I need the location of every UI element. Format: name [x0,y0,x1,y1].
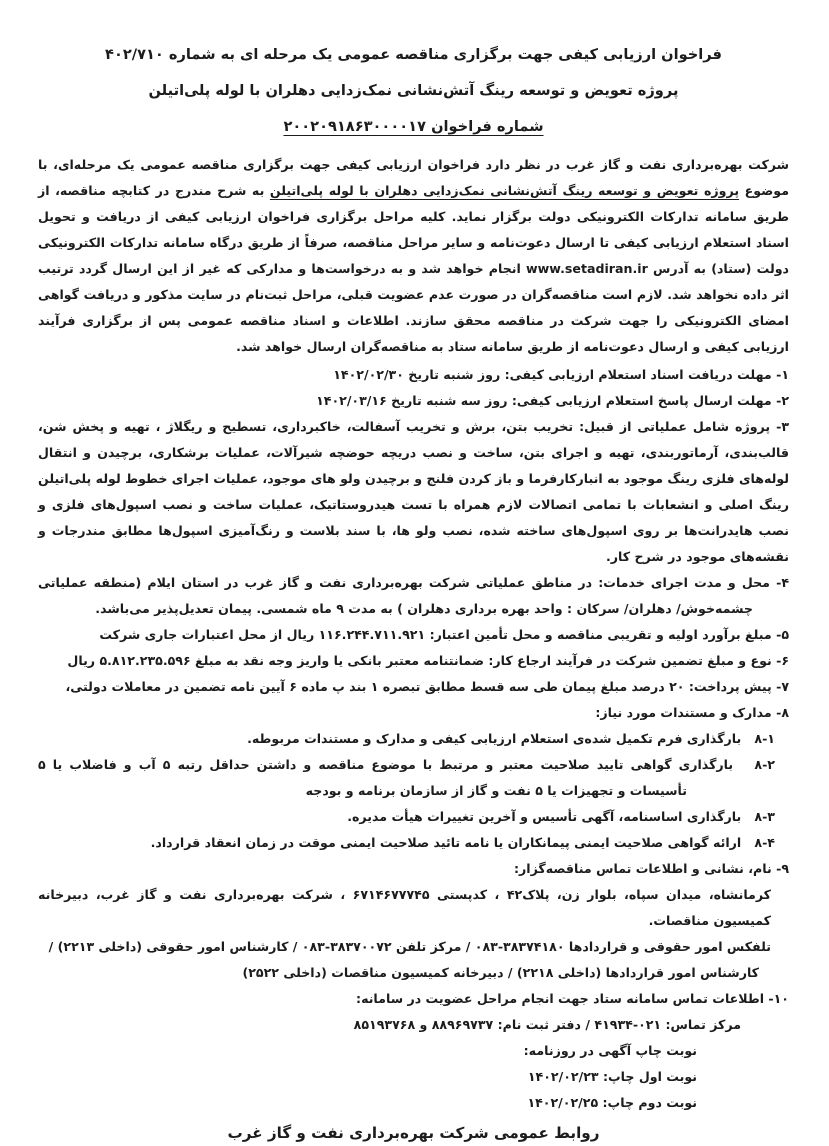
newspaper-print-header: نوبت چاپ آگهی در روزنامه: [523,1043,697,1058]
clause-10-setad-contact-header: ۱۰- اطلاعات تماس سامانه ستاد جهت انجام مراحل عضویت در سامانه: [356,991,789,1006]
doc-title-reference-number: شماره فراخوان ۲۰۰۲۰۹۱۸۶۳۰۰۰۰۱۷ [283,118,544,135]
clause-8-required-documents-header: ۸- مدارک و مستندات مورد نیاز: [595,705,789,720]
doc-title-project-name: پروژه تعویض و توسعه رینگ آتش‌نشانی نمک‌زدایی دهلران با لوله پلی‌اتیلن [148,82,679,99]
clause-8-3-articles-of-association: ۸-۳ بارگذاری اساسنامه، آگهی تأسیس و آخرین تغییرات هیأت مدیره. [347,809,775,824]
clause-6-guarantee-amount: ۶- نوع و مبلغ تضمین شرکت در فرآیند ارجاع کار: ضمانتنامه معتبر بانکی یا واریز وجه نقد به مبلغ ۵.۸۱۲.۲۳۵.۵۹۶ ریال [67,653,789,668]
doc-title-call-number: فراخوان ارزیابی کیفی جهت برگزاری مناقصه عمومی یک مرحله ای به شماره ۴۰۲/۷۱۰ [105,46,722,63]
intro-paragraph [38,152,789,360]
intro-project-name-underlined: پروژه تعویض و توسعه رینگ آتش‌نشانی نمک‌زدایی دهلران با لوله پلی‌اتیلن [269,183,740,198]
clause-8-2-competency-certificate: ۸-۲ بارگذاری گواهی تایید صلاحیت معتبر و مرتبط با موضوع مناقصه و داشتن حداقل رتبه ۵ آب و فاضلاب یا ۵ تأسیسات و تجهیزات یا ۵ نفت و گاز از سازمان برنامه و بودجه [38,757,775,798]
clause-2-response-deadline: ۲- مهلت ارسال پاسخ استعلام ارزیابی کیفی: روز سه شنبه تاریخ ۱۴۰۲/۰۳/۱۶ [316,393,789,408]
intro-text-end: به شرح مندرج در کتابچه مناقصه، از طریق سامانه تدارکات الکترونیکی دولت برگزار نماید. کلیه مراحل برگزاری فراخوان ارزیابی کیفی از دریافت و تحویل اسناد استعلام ارزیابی کیفی تا ارسال دعوت‌نامه و سایر مراحل مناقصه، صرفاً از طریق درگاه سامانه تدارکات الکترونیکی دولت (ستاد) به آدرس www.setadiran.ir انجام خواهد شد و به درخواست‌ها و مدارکی که غیر از این ارسال گردد ترتیب اثر داده نخواهد شد. لازم است مناقصه‌گران در صورت عدم عضویت قبلی، مراحل ثبت‌نام در سایت مذکور و دریافت گواهی امضای الکترونیکی را جهت شرکت در مناقصه محقق سازند. اطلاعات و اسناد مناقصه عمومی پس از برگزاری فرآیند ارزیابی کیفی و ارسال دعوت‌نامه از طریق سامانه ستاد به مناقصه‌گران ارسال خواهد شد. [38,183,789,354]
clause-4-location-duration: ۴- محل و مدت اجرای خدمات: در مناطق عملیاتی شرکت بهره‌برداری نفت و گاز غرب در استان ایلام (منطقه عملیاتی چشمه‌خوش/ دهلران/ سرکان : واحد بهره برداری دهلران ) به مدت ۹ ماه شمسی. پیمان تعدیل‌پذیر می‌باشد. [38,575,789,616]
intro-text-start: شرکت بهره‌برداری نفت و گاز غرب در نظر دارد فراخوان ارزیابی کیفی جهت برگزاری مناقصه عمومی یک مرحله‌ای، با موضوع [38,157,789,198]
clause-8-1-qualification-form: ۸-۱ بارگذاری فرم تکمیل شده‌ی استعلام ارزیابی کیفی و مدارک و مستندات مربوطه. [247,731,775,746]
clause-9-extension-numbers: کارشناس امور قراردادها (داخلی ۲۲۱۸) / دبیرخانه کمیسیون مناقصات (داخلی ۲۵۲۲) [242,965,759,980]
second-print-date: نوبت دوم چاپ: ۱۴۰۲/۰۲/۲۵ [527,1095,697,1110]
clause-10-call-center-numbers: مرکز تماس: ۰۲۱-۴۱۹۳۴ / دفتر ثبت نام: ۸۸۹۶۹۷۳۷ و ۸۵۱۹۳۷۶۸ [353,1017,741,1032]
clause-9-contact-info-header: ۹- نام، نشانی و اطلاعات تماس مناقصه‌گزار: [514,861,789,876]
first-print-date: نوبت اول چاپ: ۱۴۰۲/۰۲/۲۳ [527,1069,697,1084]
clause-7-advance-payment: ۷- پیش پرداخت: ۲۰ درصد مبلغ پیمان طی سه قسط مطابق تبصره ۱ بند پ ماده ۶ آیین نامه تضمین در معاملات دولتی، [65,679,789,694]
clause-9-postal-address: کرمانشاه، میدان سپاه، بلوار زن، پلاک۴۲ ، کدپستی ۶۷۱۴۶۷۷۷۴۵ ، شرکت بهره‌برداری نفت و گاز غرب، دبیرخانه کمیسیون مناقصات. [38,887,772,928]
clause-3-project-scope: ۳- پروژه شامل عملیاتی از قبیل: تخریب بتن، برش و تخریب آسفالت، خاکبرداری، تسطیح و ریگلاژ ، تهیه و پخش شن، قالب‌بندی، آرماتوربندی، تهیه و اجرای بتن، ساخت و نصب دریچه حوضچه شیرآلات، عملیات برشکاری، برچیدن و انتقال لوله‌های فلزی رینگ موجود به انبارکارفرما و باز کردن فلنج و برچیدن ولو های موجود، عملیات اجرای خطوط لوله پلی‌اتیلن رینگ اصلی و انشعابات با تمامی اتصالات لازم همراه با تست هیدروستاتیک، عملیات ساخت و نصب اسپول‌های فلزی و نصب هایدرانت‌ها بر روی اسپول‌های ساخته شده، نصب ولو ها، با سند بلاست و رنگ‌آمیزی اسپول‌ها مطابق مندرجات و نقشه‌های موجود در شرح کار. [38,419,789,564]
clause-9-telefax-numbers: تلفکس امور حقوقی و قراردادها ⁦۰۸۳-۳۸۳۷۴۱۸۰⁩ / مرکز تلفن ⁦۰۸۳-۳۸۳۷۰۰۷۲⁩ / کارشناس امور حقوقی (داخلی ۲۲۱۳) / [48,939,771,954]
public-relations-signature: روابط عمومی شرکت بهره‌برداری نفت و گاز غرب [227,1124,600,1142]
clause-8-4-safety-certificate: ۸-۴ ارائه گواهی صلاحیت ایمنی پیمانکاران یا نامه تائید صلاحیت ایمنی موقت در زمان انعقاد قرارداد. [150,835,775,850]
clause-1-document-receipt-deadline: ۱- مهلت دریافت اسناد استعلام ارزیابی کیفی: روز شنبه تاریخ ۱۴۰۲/۰۲/۳۰ [333,367,789,382]
clause-5-estimated-budget: ۵- مبلغ برآورد اولیه و تقریبی مناقصه و محل تأمین اعتبار: ۱۱۶.۲۴۴.۷۱۱.۹۲۱ ریال از محل اعتبارات جاری شرکت [99,627,789,642]
